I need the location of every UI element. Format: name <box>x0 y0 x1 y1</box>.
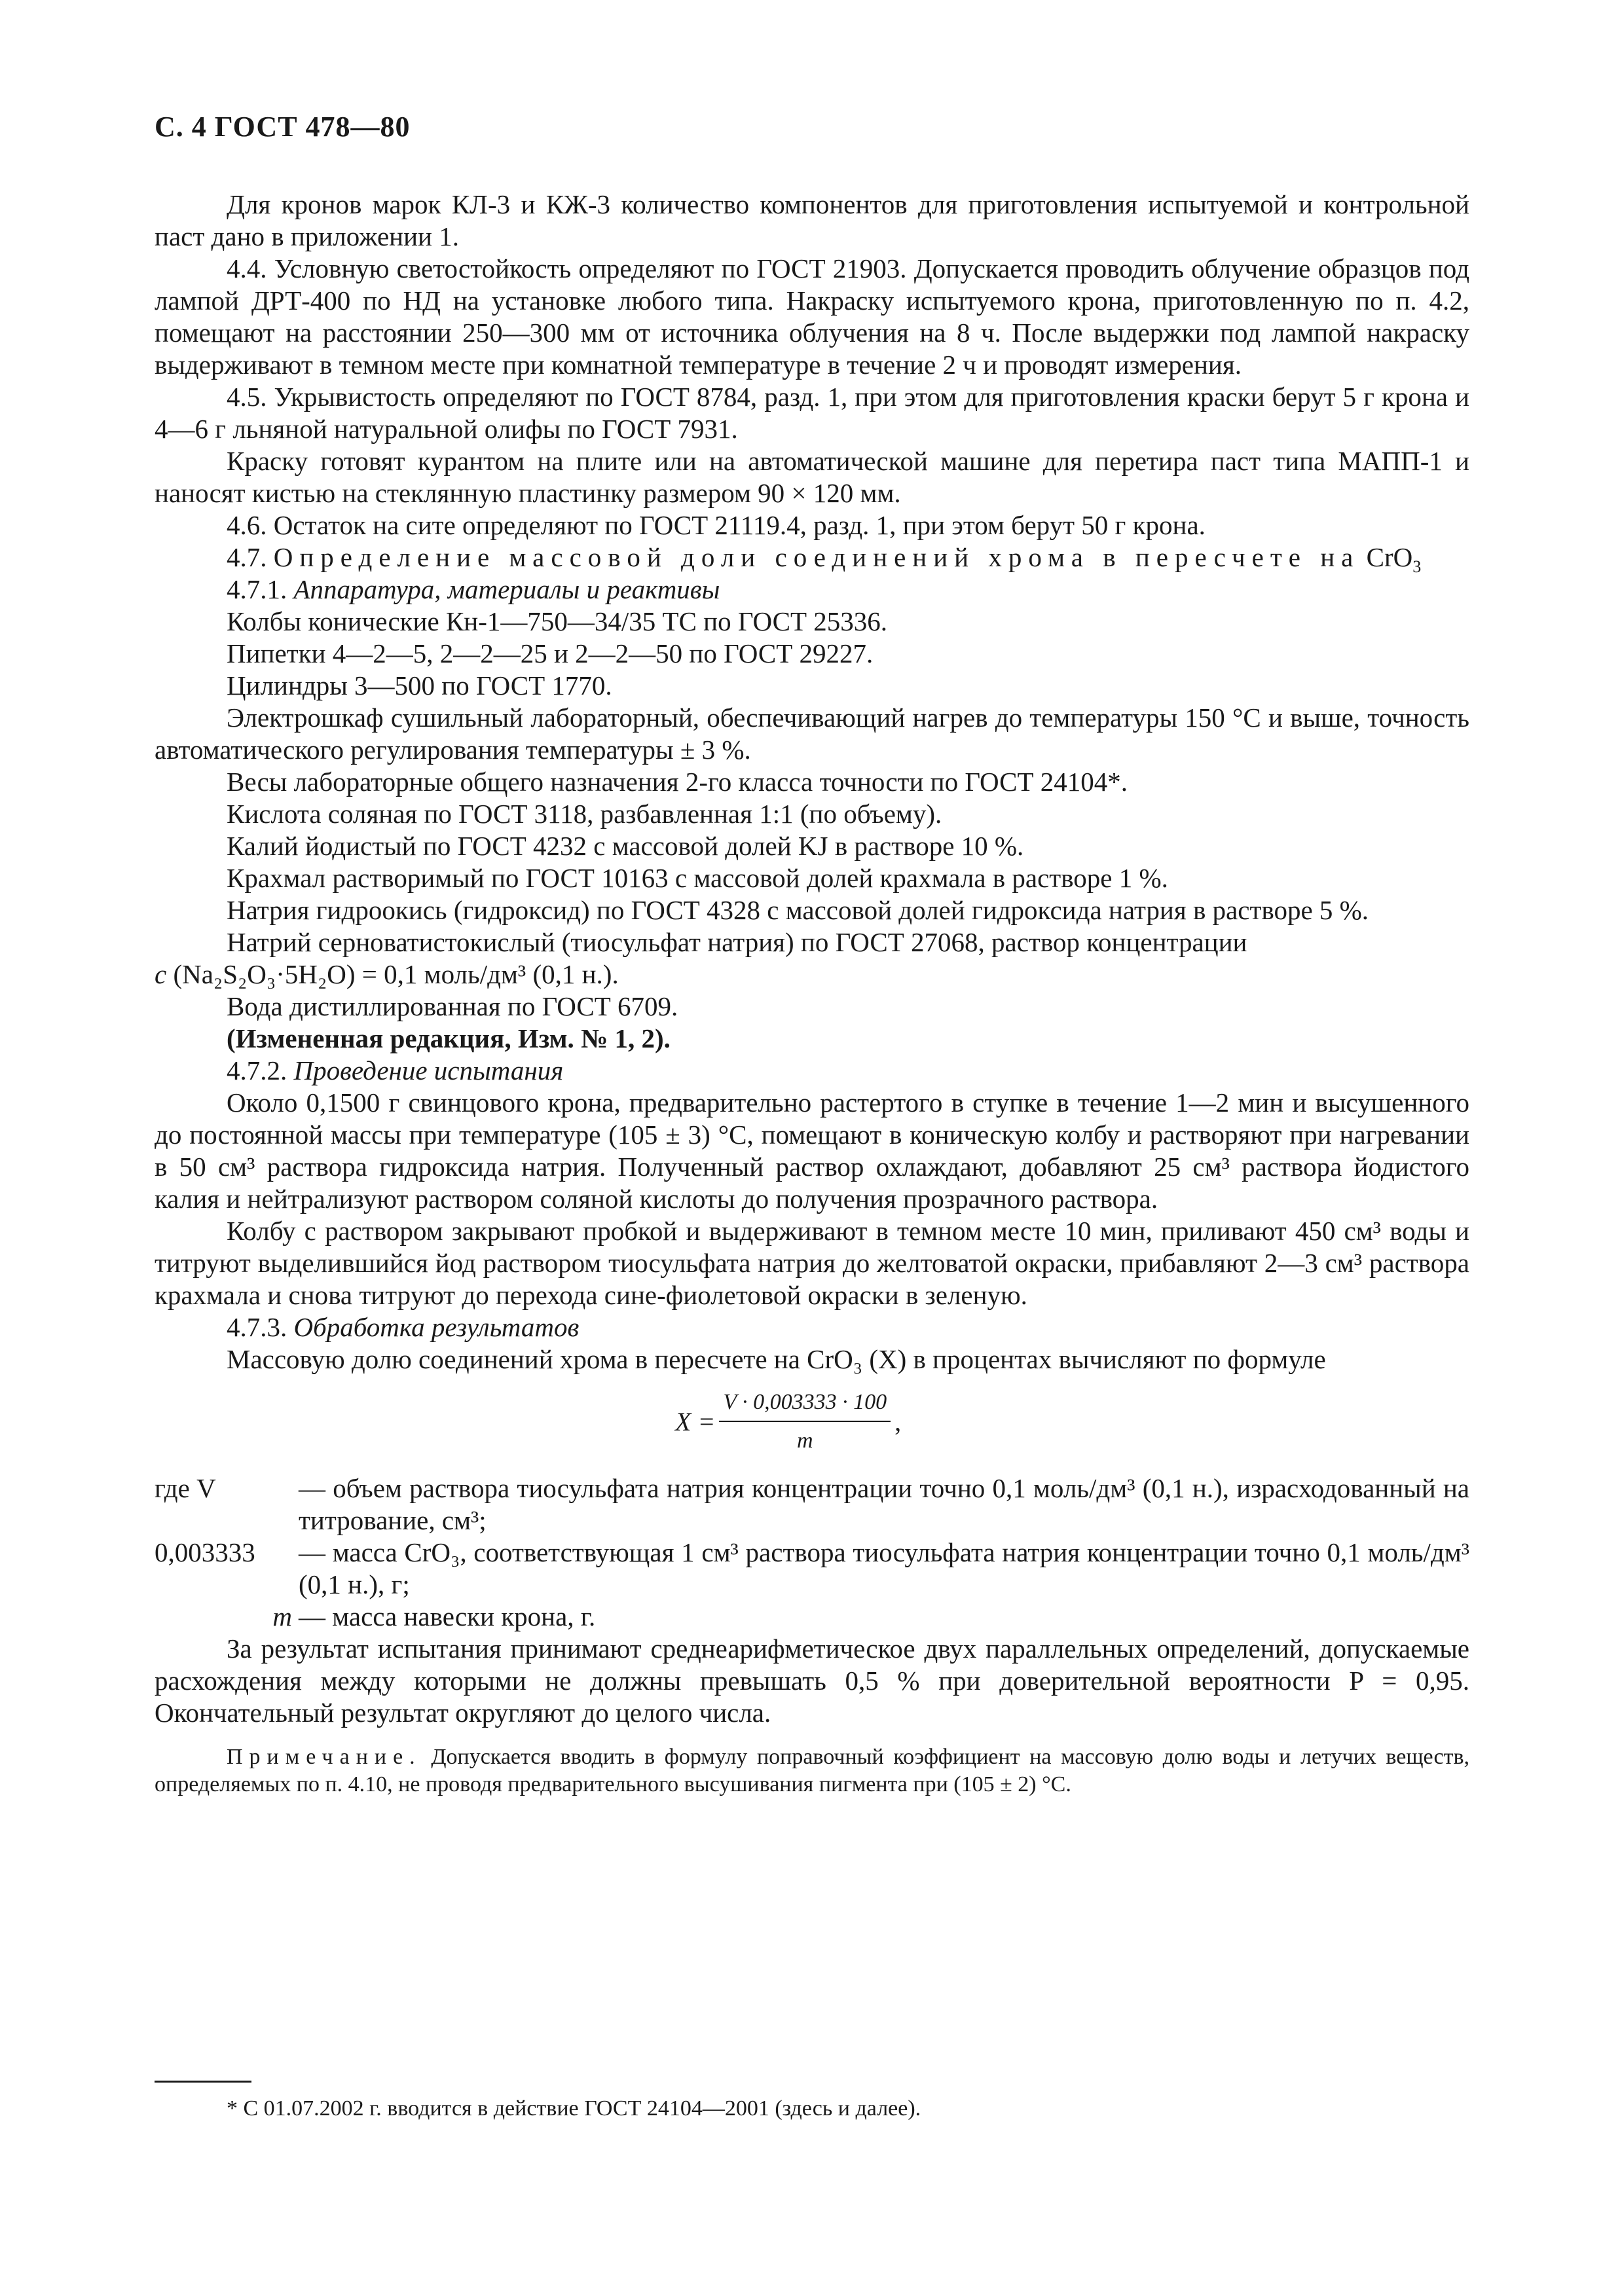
legend-text: — масса CrO₃, соответствующая 1 см³ раствора тиосульфата натрия концентрации точно 0,1 моль/дм³ (0,1 н.), г; <box>299 1537 1469 1599</box>
section-title-formula: CrO$_3$ <box>1366 542 1422 577</box>
list-item: Кислота соляная по ГОСТ 3118, разбавленная 1:1 (по объему). <box>227 799 942 829</box>
section-title: Аппаратура, материалы и реактивы <box>293 574 720 604</box>
legend-text: — объем раствора тиосульфата натрия концентрации точно 0,1 моль/дм³ (0,1 н.), израсходованный на титрование, см³; <box>299 1473 1469 1535</box>
formula <box>155 1382 1469 1461</box>
paragraph-4-5: 4.5. Укрывистость определяют по ГОСТ 8784, разд. 1, при этом для приготовления краски берут 5 г крона и 4—6 г льняной натуральной олифы по ГОСТ 7931. <box>155 382 1469 444</box>
formula-numerator: V · 0,003333 · 100 <box>719 1386 891 1422</box>
formula-tail: , <box>894 1406 902 1436</box>
legend-row <box>155 1472 1469 1537</box>
page-header: С. 4 ГОСТ 478—80 <box>155 111 411 143</box>
legend-text: — масса навески крона, г. <box>299 1601 596 1631</box>
note <box>155 1743 1469 1798</box>
legend-row <box>155 1537 1469 1601</box>
section-title: Обработка результатов <box>293 1312 580 1342</box>
paragraph: За результат испытания принимают среднеарифметическое двух параллельных определений, допускаемые расхождения между которыми не должны превышать 0,5 % при доверительной вероятности P = 0,95. Окончательный результат округляют до целого числа. <box>155 1633 1469 1728</box>
formula-expression <box>675 1382 901 1461</box>
document-body <box>155 189 1469 1798</box>
footnote: * С 01.07.2002 г. вводится в действие ГОСТ 24104—2001 (здесь и далее). <box>227 2096 921 2121</box>
formula-fraction <box>719 1386 891 1457</box>
concentration-formula: (Na₂S₂O₃·5H₂O) = 0,1 моль/дм³ (0,1 н.). <box>173 959 619 989</box>
concentration-symbol: с <box>155 959 167 989</box>
legend-key: m <box>272 1601 292 1631</box>
paragraph: Краску готовят курантом на плите или на автоматической машине для перетира паст типа МАПП-1 и наносят кистью на стеклянную пластинку размером 90 × 120 мм. <box>155 446 1469 508</box>
section-4-7-heading <box>155 541 1469 577</box>
list-item: Вода дистиллированная по ГОСТ 6709. <box>227 991 678 1021</box>
list-item: Калий йодистый по ГОСТ 4232 с массовой долей KJ в растворе 10 %. <box>227 831 1024 861</box>
formula-lhs: X = <box>675 1406 716 1436</box>
formula-denominator: m <box>796 1429 813 1453</box>
section-4-7-1-heading <box>155 574 1469 606</box>
note-text: Допускается вводить в формулу поправочный коэффициент на массовую долю воды и летучих веществ, определяемых по п. 4.10, не проводя предварительного высушивания пигмента при (105 ± 2) °С. <box>155 1745 1469 1796</box>
list-item: Электрошкаф сушильный лабораторный, обеспечивающий нагрев до температуры 150 °С и выше, точность автоматического регулирования температуры ± 3 %. <box>155 702 1469 765</box>
list-item: Колбы конические Кн-1—750—34/35 ТС по ГОСТ 25336. <box>227 606 888 636</box>
section-number: 4.7.2. <box>227 1055 287 1085</box>
paragraph-4-4: 4.4. Условную светостойкость определяют по ГОСТ 21903. Допускается проводить облучение образцов под лампой ДРТ-400 по НД на установке любого типа. Накраску испытуемого крона, приготовленную по п. 4.2, помещают на расстоянии 250—300 мм от источника облучения на 8 ч. После выдержки под лампой накраску выдерживают в темном месте при комнатной температуре в течение 2 ч и проводят измерения. <box>155 253 1469 380</box>
list-item-text: Натрий серноватистокислый (тиосульфат натрия) по ГОСТ 27068, раствор концентрации <box>227 927 1247 957</box>
paragraph: Колбу с раствором закрывают пробкой и выдерживают в темном месте 10 мин, приливают 450 см³ воды и титруют выделившийся йод раствором тиосульфата натрия до желтоватой окраски, прибавляют 2—3 см³ раствора крахмала и снова титруют до перехода сине-фиолетовой окраски в зеленую. <box>155 1216 1469 1310</box>
legend-row <box>155 1601 1469 1633</box>
section-4-7-2-heading <box>155 1055 1469 1087</box>
section-number: 4.7. <box>227 542 267 572</box>
list-item: Пипетки 4—2—5, 2—2—25 и 2—2—50 по ГОСТ 29227. <box>227 638 874 668</box>
section-title: Проведение испытания <box>293 1055 564 1085</box>
paragraph: Массовую долю соединений хрома в пересчете на CrO₃ (X) в процентах вычисляют по формуле <box>227 1344 1326 1374</box>
footnote-divider <box>155 2081 251 2083</box>
formula-legend <box>155 1472 1469 1633</box>
legend-key: 0,003333 <box>155 1537 255 1567</box>
list-item: Цилиндры 3—500 по ГОСТ 1770. <box>227 670 612 701</box>
list-item: Крахмал растворимый по ГОСТ 10163 с массовой долей крахмала в растворе 1 %. <box>227 863 1168 893</box>
list-item: Весы лабораторные общего назначения 2-го класса точности по ГОСТ 24104*. <box>227 767 1128 797</box>
section-number: 4.7.1. <box>227 574 287 604</box>
section-number: 4.7.3. <box>227 1312 287 1342</box>
list-item-continuation <box>155 958 1469 991</box>
list-item: Натрия гидроокись (гидроксид) по ГОСТ 4328 с массовой долей гидроксида натрия в растворе 5 %. <box>227 895 1369 925</box>
section-4-7-3-heading <box>155 1311 1469 1343</box>
paragraph-4-6: 4.6. Остаток на сите определяют по ГОСТ 21119.4, разд. 1, при этом берут 50 г крона. <box>227 510 1206 540</box>
revision-note: (Измененная редакция, Изм. № 1, 2). <box>227 1023 671 1053</box>
list-item <box>155 926 1469 958</box>
paragraph: Для кронов марок КЛ-3 и КЖ-3 количество компонентов для приготовления испытуемой и контрольной паст дано в приложении 1. <box>155 189 1469 251</box>
paragraph: Около 0,1500 г свинцового крона, предварительно растертого в ступке в течение 1—2 мин и высушенного до постоянной массы при температуре (105 ± 3) °С, помещают в коническую колбу и растворяют при нагревании в 50 см³ раствора гидроксида натрия. Полученный раствор охлаждают, добавляют 25 см³ раствора йодистого калия и нейтрализуют раствором соляной кислоты до получения прозрачного раствора. <box>155 1087 1469 1214</box>
section-title: Определение массовой доли соединений хрома в пересчете на <box>273 542 1360 572</box>
legend-key: где V <box>155 1473 216 1503</box>
note-label: Примечание. <box>227 1745 422 1769</box>
